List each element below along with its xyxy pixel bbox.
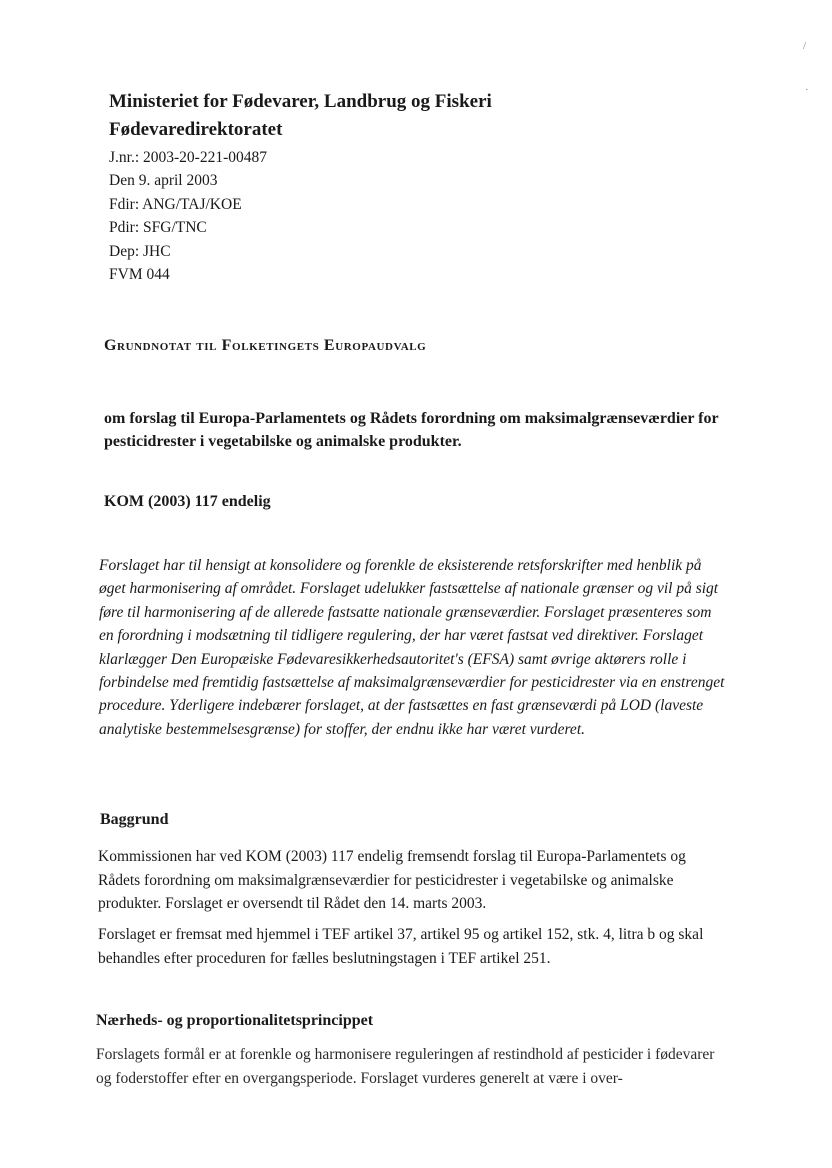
- reference-block: [109, 146, 492, 286]
- scan-mark: /: [803, 40, 807, 52]
- fdir-initials: Fdir: ANG/TAJ/KOE: [109, 195, 242, 213]
- letterhead: [109, 88, 492, 286]
- paragraph: Kommissionen har ved KOM (2003) 117 endelig fremsendt forslag til Europa-Parlamentets og Rådets forordning om maksimalgrænseværdier for pesticidrester i vegetabilske og animalske produkter. Forslaget er oversendt til Rådet den 14. marts 2003.: [98, 848, 686, 912]
- pdir-initials: Pdir: SFG/TNC: [109, 219, 207, 237]
- document-title: Grundnotat til Folketingets Europaudvalg: [104, 337, 427, 354]
- com-reference: KOM (2003) 117 endelig: [104, 493, 271, 510]
- paragraph: Forslagets formål er at forenkle og harmonisere reguleringen af restindhold af pesticider i fødevarer og foderstoffer efter en overgangsperiode. Forslaget vurderes generelt at være i over-: [96, 1046, 715, 1087]
- directorate-name: Fødevaredirektoratet: [109, 119, 283, 140]
- scan-mark: ·: [805, 84, 809, 96]
- section-heading-naerhedsprincip: Nærheds- og proportionalitetsprincippet: [96, 1012, 374, 1029]
- document-date: Den 9. april 2003: [109, 172, 218, 190]
- section-heading-baggrund: Baggrund: [100, 811, 169, 828]
- fvm-number: FVM 044: [109, 266, 170, 284]
- journal-number: J.nr.: 2003-20-221-00487: [109, 149, 268, 166]
- dep-initials: Dep: JHC: [109, 242, 171, 260]
- paragraph: Forslaget er fremsat med hjemmel i TEF artikel 37, artikel 95 og artikel 152, stk. 4, litra b og skal behandles efter proceduren for fælles beslutningstagen i TEF artikel 251.: [98, 926, 704, 967]
- ministry-name: Ministeriet for Fødevarer, Landbrug og Fiskeri: [109, 91, 492, 112]
- document-subject: om forslag til Europa-Parlamentets og Rådets forordning om maksimalgrænseværdier for pesticidrester i vegetabilske og animalske produkter.: [104, 410, 719, 450]
- summary-paragraph: Forslaget har til hensigt at konsolidere og forenkle de eksisterende retsforskrifter med henblik på øget harmonisering af området. Forslaget udelukker fastsættelse af nationale grænser og vil på sigt føre til harmonisering af de allerede fastsatte nationale grænseværdier. Forslaget præsenteres som en forordning i modsætning til tidligere regulering, der har været fastsat ved direktiver. Forslaget klarlægger Den Europæiske Fødevaresikkerhedsautoritet's (EFSA) samt øvrige aktørers rolle i forbindelse med fremtidig fastsættelse af maksimalgrænseværdier for pesticidrester via en enstrenget procedure. Yderligere indebærer forslaget, at der fastsættes en fast grænseværdi på LOD (laveste analytiske bestemmelsesgrænse) for stoffer, der endnu ikke har været vurderet.: [99, 557, 725, 738]
